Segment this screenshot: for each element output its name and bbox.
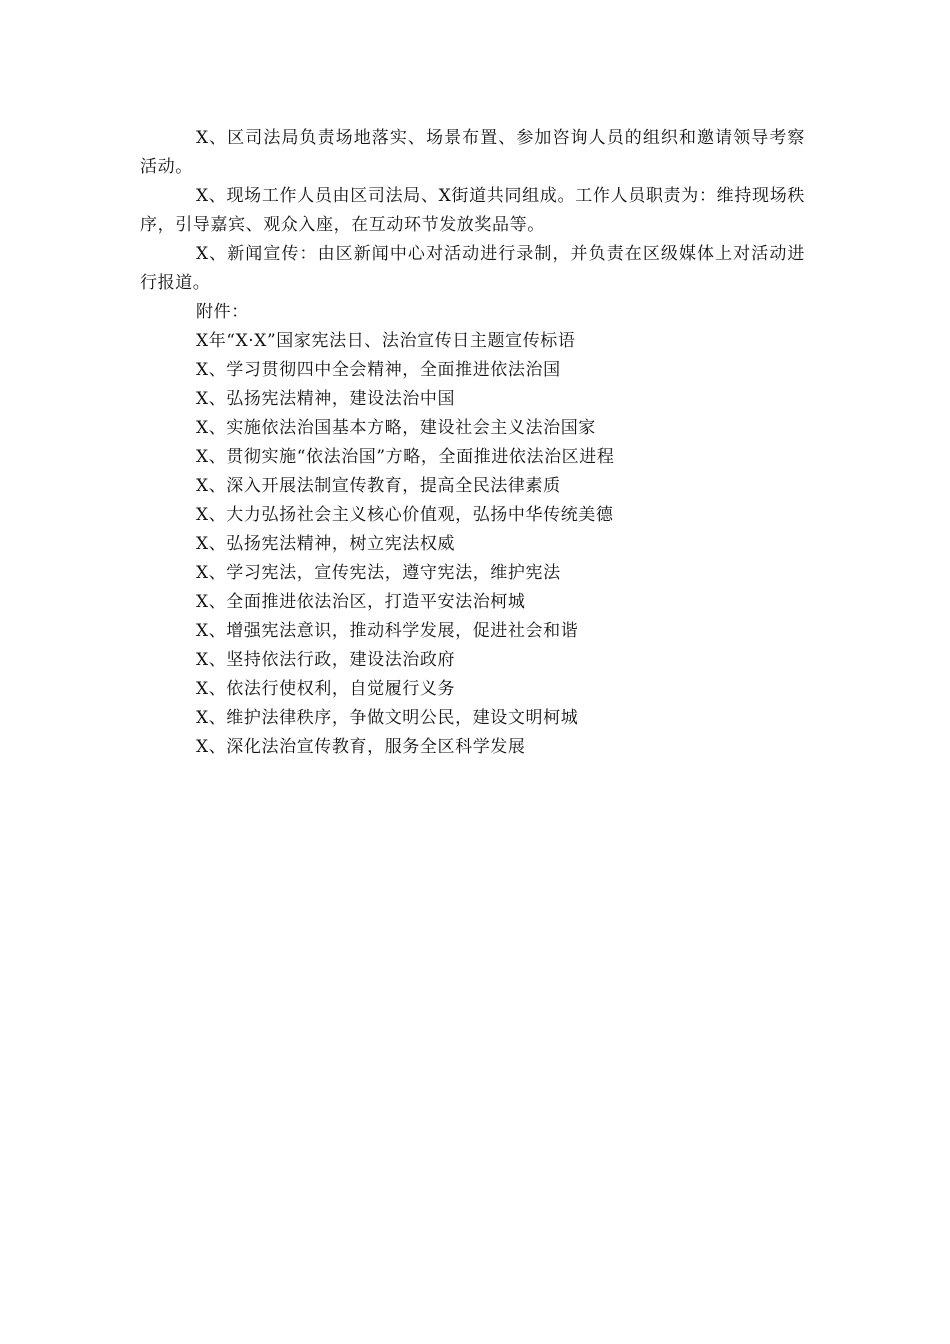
slogan-item: X、深入开展法制宣传教育，提高全民法律素质 [196,476,561,496]
document-body [140,124,805,762]
paragraph-venue-arrangement: X、区司法局负责场地落实、场景布置、参加咨询人员的组织和邀请领导考察活动。 [140,128,805,177]
slogan-item: X、全面推进依法治区，打造平安法治柯城 [196,592,526,612]
paragraph-staff-duties: X、现场工作人员由区司法局、X街道共同组成。工作人员职责为：维持现场秩序，引导嘉宾、观众入座，在互动环节发放奖品等。 [140,186,805,235]
attachment-label: 附件： [196,302,249,322]
slogan-item: X、弘扬宪法精神，树立宪法权威 [196,534,456,554]
slogan-item: X、实施依法治国基本方略，建设社会主义法治国家 [196,418,596,438]
slogan-item: X、贯彻实施“依法治国”方略，全面推进依法治区进程 [196,447,615,467]
slogan-list [140,356,805,762]
slogan-item: X、坚持依法行政，建设法治政府 [196,650,456,670]
slogan-item: X、维护法律秩序，争做文明公民，建设文明柯城 [196,708,579,728]
slogan-item: X、深化法治宣传教育，服务全区科学发展 [196,737,526,757]
slogan-item: X、学习贯彻四中全会精神，全面推进依法治国 [196,360,561,380]
slogan-item: X、大力弘扬社会主义核心价值观，弘扬中华传统美德 [196,505,614,525]
slogan-item: X、弘扬宪法精神，建设法治中国 [196,389,456,409]
attachment-title: X年“X·X”国家宪法日、法治宣传日主题宣传标语 [196,331,576,351]
slogan-item: X、增强宪法意识，推动科学发展，促进社会和谐 [196,621,579,641]
paragraph-news-publicity: X、新闻宣传：由区新闻中心对活动进行录制，并负责在区级媒体上对活动进行报道。 [140,244,805,293]
slogan-item: X、学习宪法，宣传宪法，遵守宪法，维护宪法 [196,563,561,583]
slogan-item: X、依法行使权利，自觉履行义务 [196,679,456,699]
